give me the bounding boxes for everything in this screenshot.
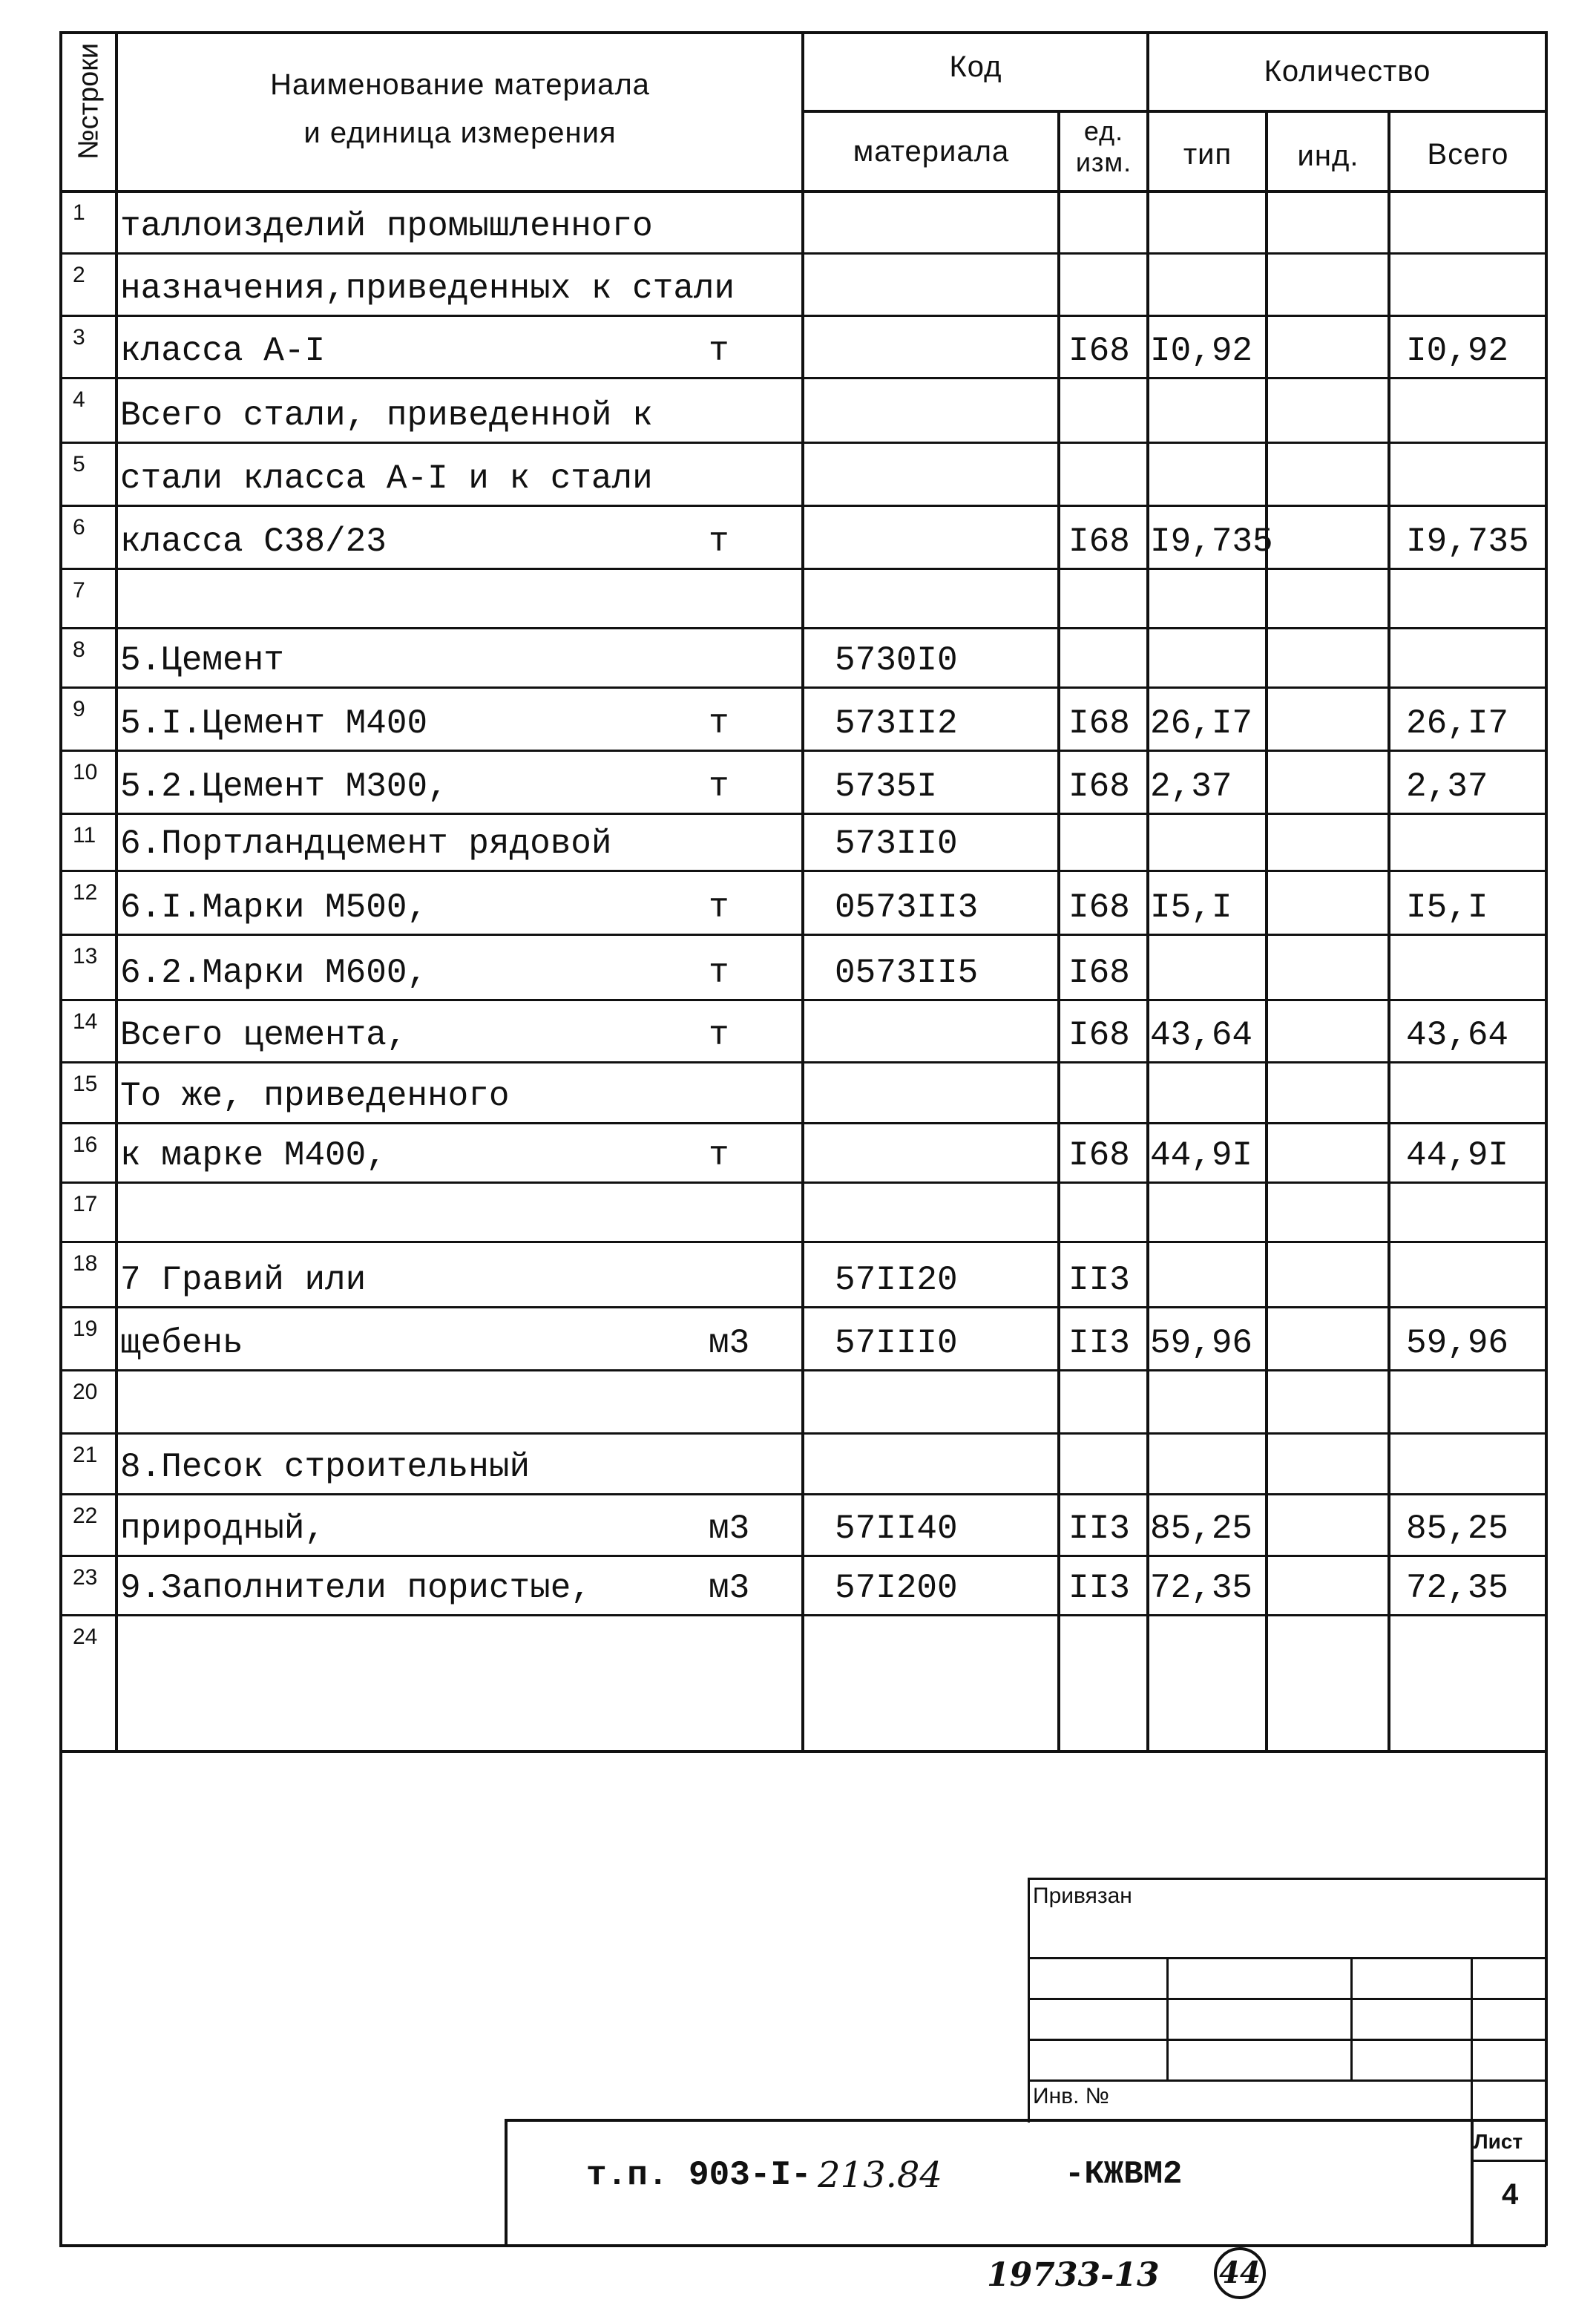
- header-name-line1: Наименование материала: [270, 68, 650, 101]
- row-number: 4: [73, 387, 85, 412]
- stamp-grid-line-3: [1028, 2039, 1546, 2041]
- row-unit: т: [709, 767, 729, 806]
- row-unit: т: [709, 522, 729, 561]
- row-line: [59, 1432, 1546, 1435]
- row-unit: т: [709, 954, 729, 992]
- row-line: [59, 315, 1546, 317]
- row-line: [59, 442, 1546, 444]
- col-divider-tip: [1265, 110, 1268, 1751]
- row-name: 5.I.Цемент М400: [120, 704, 428, 743]
- row-number: 14: [73, 1009, 98, 1034]
- row-name: к марке М400,: [120, 1136, 387, 1175]
- row-unit-code: II3: [1068, 1510, 1130, 1548]
- row-qty-total: 43,64: [1406, 1016, 1509, 1055]
- title-block-top: [505, 2119, 1546, 2122]
- row-code: 0573II5: [835, 954, 979, 992]
- row-name: класса А-I: [120, 332, 326, 370]
- row-line: [59, 568, 1546, 570]
- stamp-grid-vline-2: [1350, 1957, 1353, 2079]
- row-qty-total: 72,35: [1406, 1569, 1509, 1607]
- row-line: [59, 377, 1546, 379]
- stamp-grid-line-2: [1028, 1998, 1546, 2000]
- row-line: [59, 1614, 1546, 1616]
- header-code-material: материала: [853, 135, 1010, 168]
- row-name: 9.Заполнители пористые,: [120, 1569, 591, 1607]
- row-qty-total: 85,25: [1406, 1510, 1509, 1548]
- row-unit-code: I68: [1068, 704, 1130, 743]
- row-name: 5.2.Цемент М300,: [120, 767, 448, 806]
- header-name-line2: и единица измерения: [303, 117, 617, 149]
- row-line: [59, 1181, 1546, 1184]
- row-number: 10: [73, 760, 98, 784]
- row-qty-total: I0,92: [1406, 332, 1509, 370]
- row-unit-code: I68: [1068, 888, 1130, 927]
- row-code: 5735I: [835, 767, 938, 806]
- row-unit: т: [709, 888, 729, 927]
- stamp-grid-line-1: [1028, 1957, 1546, 1959]
- row-name: 6.2.Марки М600,: [120, 954, 428, 992]
- row-qty-type: 44,9I: [1150, 1136, 1253, 1175]
- header-unit-line1: ед.: [1083, 116, 1124, 146]
- row-line: [59, 627, 1546, 629]
- row-line: [59, 813, 1546, 815]
- row-line: [59, 1241, 1546, 1243]
- stamp-grid-vline-3: [1471, 1957, 1473, 2120]
- row-unit: т: [709, 704, 729, 743]
- row-line: [59, 252, 1546, 255]
- row-unit-code: I68: [1068, 954, 1130, 992]
- row-qty-total: I9,735: [1406, 522, 1529, 561]
- row-number: 6: [73, 515, 85, 540]
- row-number: 5: [73, 452, 85, 476]
- row-code: 57I200: [835, 1569, 958, 1607]
- row-name: 5.Цемент: [120, 641, 284, 680]
- row-qty-total: 2,37: [1406, 767, 1488, 806]
- row-name: Всего стали, приведенной к: [120, 396, 653, 435]
- stamp-attached-label: Привязан: [1033, 1884, 1132, 1908]
- header-qty-type: тип: [1183, 138, 1232, 171]
- header-unit-line2: изм.: [1075, 147, 1132, 177]
- row-number: 1: [73, 200, 85, 225]
- row-number: 3: [73, 325, 85, 350]
- header-qty-ind: инд.: [1297, 140, 1359, 172]
- row-name: класса С38/23: [120, 522, 387, 561]
- row-qty-type: I0,92: [1150, 332, 1253, 370]
- row-unit-code: II3: [1068, 1569, 1130, 1607]
- title-block-left: [505, 2119, 508, 2245]
- col-divider-code: [1057, 110, 1060, 1751]
- row-unit: т: [709, 1016, 729, 1055]
- row-line: [59, 1369, 1546, 1371]
- stamp-top-line: [1028, 1878, 1546, 1880]
- row-qty-total: 26,I7: [1406, 704, 1509, 743]
- row-qty-type: 26,I7: [1150, 704, 1253, 743]
- row-code: 0573II3: [835, 888, 979, 927]
- table-bottom-border: [59, 1750, 1546, 1753]
- row-name: 7 Гравий или: [120, 1261, 367, 1299]
- row-number: 20: [73, 1380, 98, 1404]
- row-unit: м3: [709, 1569, 750, 1607]
- row-name: природный,: [120, 1510, 326, 1548]
- row-line: [59, 1122, 1546, 1124]
- stamp-left-line: [1028, 1878, 1030, 2123]
- row-number: 11: [73, 823, 96, 848]
- row-unit-code: II3: [1068, 1261, 1130, 1299]
- sheet-number: 4: [1502, 2178, 1519, 2211]
- row-qty-type: 72,35: [1150, 1569, 1253, 1607]
- row-name: таллоизделий промышленного: [120, 207, 653, 246]
- row-number: 17: [73, 1192, 98, 1216]
- row-code: 57III0: [835, 1324, 958, 1363]
- row-line: [59, 686, 1546, 689]
- row-line: [59, 1555, 1546, 1557]
- doc-code-handwritten: 213.84: [818, 2154, 942, 2196]
- row-line: [59, 1493, 1546, 1495]
- archive-number: 19733-13: [987, 2256, 1160, 2294]
- row-qty-total: I5,I: [1406, 888, 1488, 927]
- frame-bottom-border: [59, 2244, 1546, 2247]
- circled-page-number: 44: [1214, 2247, 1266, 2299]
- row-number: 24: [73, 1625, 98, 1649]
- row-line: [59, 934, 1546, 936]
- row-line: [59, 870, 1546, 872]
- row-qty-type: 59,96: [1150, 1324, 1253, 1363]
- row-line: [59, 505, 1546, 507]
- row-name: стали класса А-I и к стали: [120, 459, 653, 498]
- row-name: назначения,приведенных к стали: [120, 269, 735, 308]
- row-qty-total: 44,9I: [1406, 1136, 1509, 1175]
- frame-right-border: [1545, 31, 1548, 2246]
- sheet-label: Лист: [1474, 2130, 1523, 2153]
- row-unit-code: I68: [1068, 767, 1130, 806]
- row-number: 22: [73, 1504, 98, 1528]
- row-number: 19: [73, 1317, 98, 1341]
- header-code: Код: [949, 50, 1002, 83]
- header-bottom-border: [59, 190, 1546, 193]
- row-qty-total: 59,96: [1406, 1324, 1509, 1363]
- row-number: 23: [73, 1565, 98, 1590]
- row-number: 9: [73, 697, 85, 721]
- doc-code-suffix: -КЖВМ2: [1065, 2156, 1183, 2193]
- col-divider-ind: [1388, 110, 1390, 1751]
- row-name: 6.Портландцемент рядовой: [120, 825, 612, 863]
- header-qty-total: Всего: [1427, 138, 1509, 171]
- row-qty-type: 2,37: [1150, 767, 1232, 806]
- row-name: щебень: [120, 1324, 243, 1363]
- row-code: 57II20: [835, 1261, 958, 1299]
- row-line: [59, 999, 1546, 1001]
- sheet-label-line: [1471, 2160, 1546, 2162]
- row-code: 57II40: [835, 1510, 958, 1548]
- row-code: 573II2: [835, 704, 958, 743]
- row-unit: м3: [709, 1510, 750, 1548]
- row-unit-code: II3: [1068, 1324, 1130, 1363]
- row-number: 7: [73, 578, 85, 603]
- row-number: 2: [73, 263, 85, 287]
- row-code: 573II0: [835, 825, 958, 863]
- stamp-grid-line-4: [1028, 2079, 1546, 2082]
- row-unit-code: I68: [1068, 522, 1130, 561]
- stamp-grid-vline-1: [1166, 1957, 1169, 2079]
- row-number: 16: [73, 1133, 98, 1157]
- doc-code-prefix: т.п. 903-I-: [586, 2156, 812, 2195]
- row-qty-type: 43,64: [1150, 1016, 1253, 1055]
- row-line: [59, 750, 1546, 752]
- header-quantity: Количество: [1264, 55, 1431, 88]
- row-unit: т: [709, 332, 729, 370]
- row-unit-code: I68: [1068, 332, 1130, 370]
- row-name: То же, приведенного: [120, 1077, 510, 1115]
- row-qty-type: I5,I: [1150, 888, 1232, 927]
- row-unit: т: [709, 1136, 729, 1175]
- row-name: Всего цемента,: [120, 1016, 407, 1055]
- row-name: 8.Песок строительный: [120, 1448, 531, 1487]
- row-number: 8: [73, 638, 85, 662]
- row-line: [59, 1306, 1546, 1308]
- header-row-no: №строки: [73, 42, 105, 160]
- row-qty-type: 85,25: [1150, 1510, 1253, 1548]
- stamp-inv-label: Инв. №: [1033, 2084, 1109, 2108]
- row-code: 5730I0: [835, 641, 958, 680]
- header-subline: [801, 110, 1546, 113]
- row-unit-code: I68: [1068, 1136, 1130, 1175]
- frame-left-border: [59, 31, 62, 2246]
- row-number: 15: [73, 1072, 98, 1096]
- row-number: 18: [73, 1251, 98, 1276]
- row-unit-code: I68: [1068, 1016, 1130, 1055]
- row-number: 21: [73, 1443, 98, 1467]
- row-qty-type: I9,735: [1150, 522, 1273, 561]
- row-number: 13: [73, 944, 98, 968]
- row-number: 12: [73, 880, 98, 905]
- row-name: 6.I.Марки М500,: [120, 888, 428, 927]
- row-unit: м3: [709, 1324, 750, 1363]
- row-line: [59, 1061, 1546, 1063]
